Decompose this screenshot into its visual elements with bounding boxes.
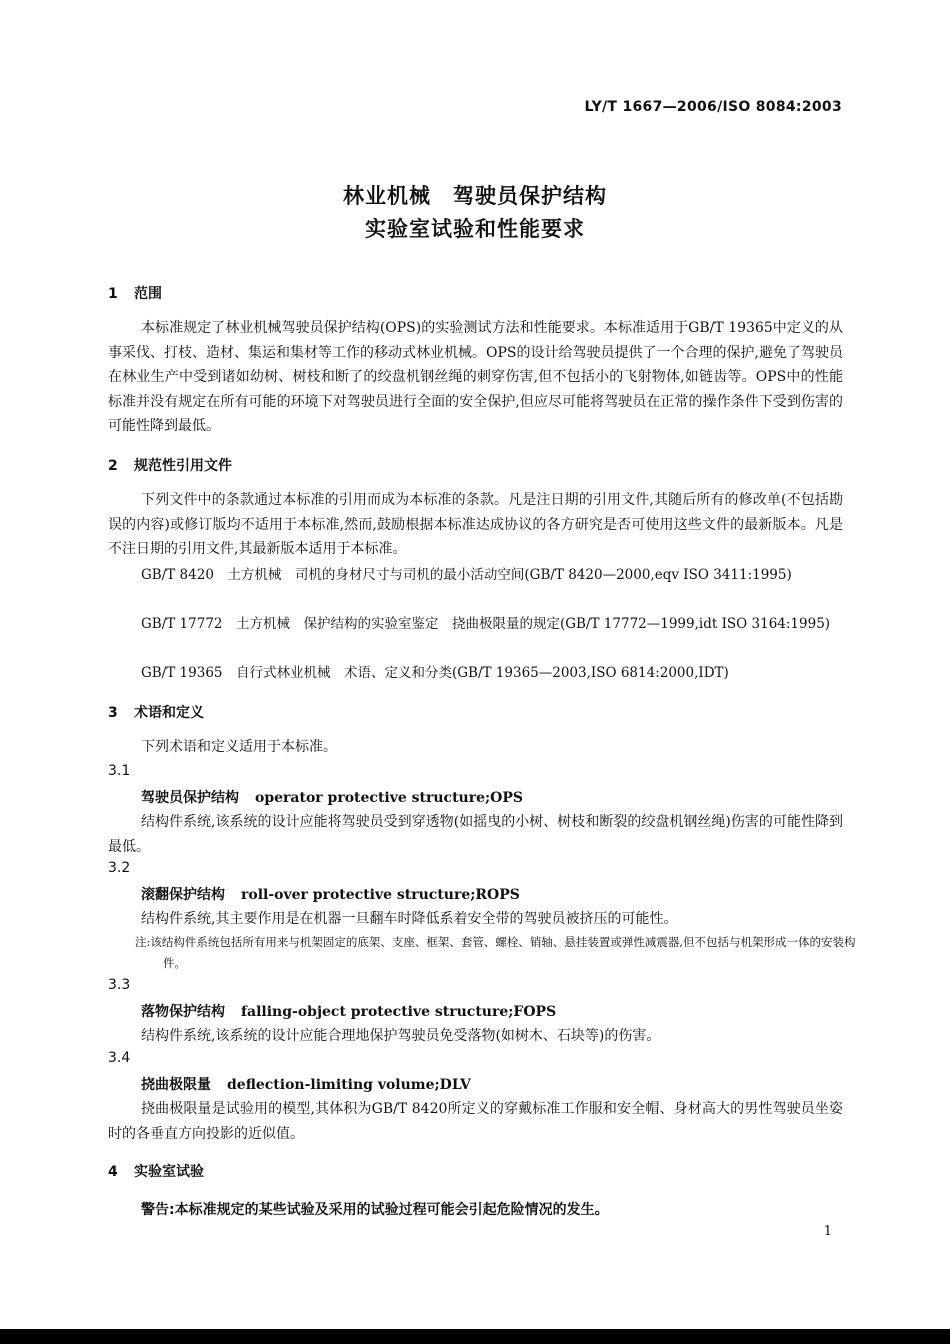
term-english: roll-over protective structure;ROPS <box>241 887 520 903</box>
term-english: operator protective structure;OPS <box>255 790 523 806</box>
section-number: 4 <box>108 1164 118 1180</box>
section-3-heading <box>108 702 204 722</box>
warning-text: 警告:本标准规定的某些试验及采用的试验过程可能会引起危险情况的发生。 <box>141 1202 609 1218</box>
section-number: 1 <box>108 286 118 302</box>
section-title: 实验室试验 <box>134 1164 204 1180</box>
section-title: 范围 <box>134 286 162 302</box>
term-chinese: 落物保护结构 <box>141 1004 225 1020</box>
reference-item: GB/T 17772 土方机械 保护结构的实验室鉴定 挠曲极限量的规定(GB/T 17772—1999,idt ISO 3164:1995) <box>141 616 831 632</box>
reference-item: GB/T 19365 自行式林业机械 术语、定义和分类(GB/T 19365—2003,ISO 6814:2000,IDT) <box>141 665 729 681</box>
term-definition: 结构件系统,该系统的设计应能将驾驶员受到穿透物(如摇曳的小树、树枝和断裂的绞盘机钢丝绳)伤害的可能性降到最低。 <box>108 814 843 855</box>
term-chinese: 滚翻保护结构 <box>141 887 225 903</box>
doc-title-line1: 林业机械 驾驶员保护结构 <box>343 184 607 208</box>
page-number: 1 <box>823 1224 832 1239</box>
section-number: 3 <box>108 705 118 721</box>
page-bottom-bar <box>0 1329 950 1344</box>
term-chinese: 驾驶员保护结构 <box>141 790 239 806</box>
term-definition: 挠曲极限量是试验用的模型,其体积为GB/T 8420所定义的穿戴标准工作服和安全帽、身材高大的男性驾驶员坐姿时的各垂直方向投影的近似值。 <box>108 1101 843 1142</box>
clause-number: 3.4 <box>108 1050 131 1066</box>
clause-number: 3.3 <box>108 977 131 993</box>
section-1-paragraph: 本标准规定了林业机械驾驶员保护结构(OPS)的实验测试方法和性能要求。本标准适用于GB/T 19365中定义的从事采伐、打枝、造材、集运和集材等工作的移动式林业机械。OPS的设计给驾驶员提供了一个合理的保护,避免了驾驶员在林业生产中受到诸如幼树、树枝和断了的绞盘机钢丝绳的刺穿伤害,但不包括小的飞射物体,如链齿等。OPS中的性能标准并没有规定在所有可能的环境下对驾驶员进行全面的安全保护,但应尽可能将驾驶员在正常的操作条件下受到伤害的可能性降到最低。 <box>108 320 843 435</box>
term-heading <box>141 787 523 807</box>
term-heading <box>141 1001 556 1021</box>
clause-number: 3.1 <box>108 763 131 779</box>
term-note: 注:该结构件系统包括所有用来与机架固定的底架、支座、框架、套管、螺栓、销轴、悬挂装置或弹性减震器,但不包括与机架形成一体的安装构件。 <box>135 935 856 970</box>
term-english: deflection-limiting volume;DLV <box>227 1077 471 1093</box>
term-definition: 结构件系统,该系统的设计应能合理地保护驾驶员免受落物(如树木、石块等)的伤害。 <box>141 1028 661 1044</box>
term-english: falling-object protective structure;FOPS <box>241 1004 557 1020</box>
section-4-heading <box>108 1161 204 1181</box>
standard-code: LY/T 1667—2006/ISO 8084:2003 <box>584 99 842 115</box>
section-3-intro: 下列术语和定义适用于本标准。 <box>141 739 337 755</box>
term-chinese: 挠曲极限量 <box>141 1077 211 1093</box>
section-2-paragraph: 下列文件中的条款通过本标准的引用而成为本标准的条款。凡是注日期的引用文件,其随后所有的修改单(不包括勘误的内容)或修订版均不适用于本标准,然而,鼓励根据本标准达成协议的各方研究是否可使用这些文件的最新版本。凡是不注日期的引用文件,其最新版本适用于本标准。 <box>108 492 843 558</box>
clause-number: 3.2 <box>108 860 131 876</box>
section-number: 2 <box>108 458 118 474</box>
section-title: 术语和定义 <box>134 705 204 721</box>
section-2-heading <box>108 455 232 475</box>
doc-title-line2: 实验室试验和性能要求 <box>365 217 585 241</box>
term-definition: 结构件系统,其主要作用是在机器一旦翻车时降低系着安全带的驾驶员被挤压的可能性。 <box>141 911 678 927</box>
section-title: 规范性引用文件 <box>134 458 232 474</box>
term-heading <box>141 1074 471 1094</box>
term-heading <box>141 884 520 904</box>
reference-item: GB/T 8420 土方机械 司机的身材尺寸与司机的最小活动空间(GB/T 8420—2000,eqv ISO 3411:1995) <box>141 567 792 583</box>
section-1-heading <box>108 283 162 303</box>
